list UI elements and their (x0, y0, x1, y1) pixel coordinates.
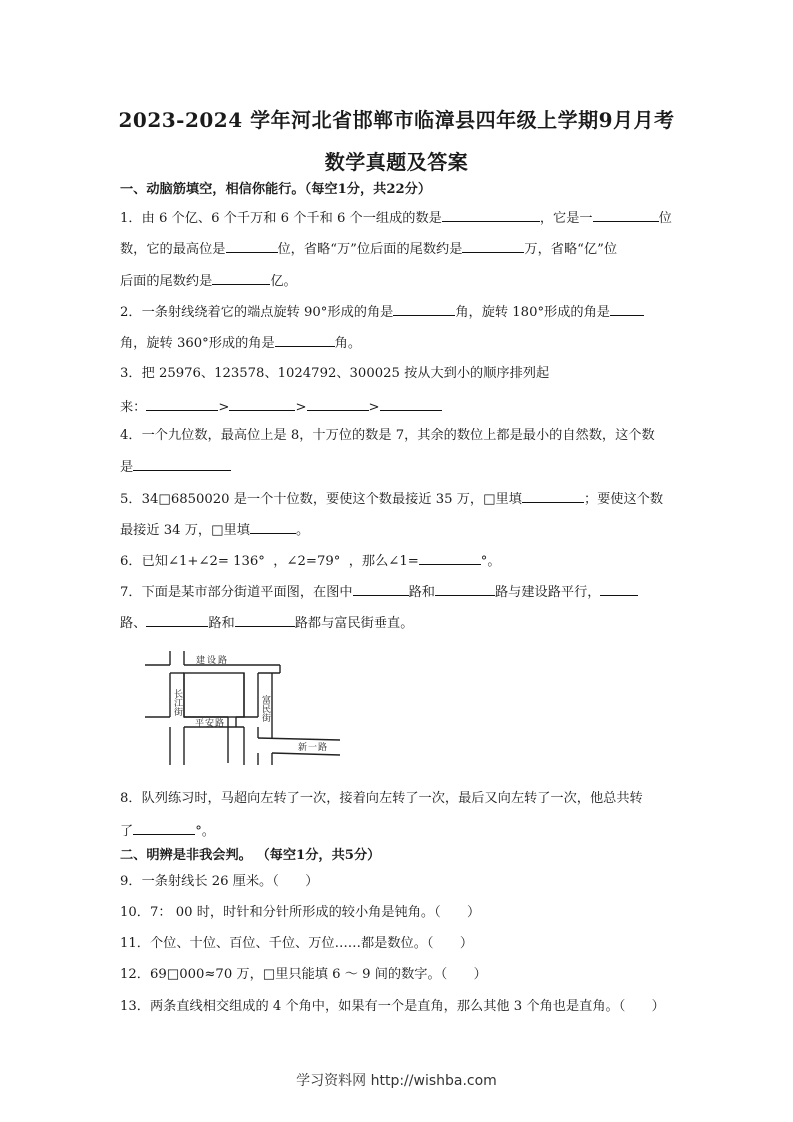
q1-blank-4[interactable] (462, 238, 524, 253)
q1-blank-3[interactable] (226, 238, 278, 253)
q4-line1: 4．一个九位数，最高位上是 8，十万位的数是 7，其余的数位上都是最小的自然数，这个数 (120, 428, 655, 443)
q7-text-b: 路和 (408, 585, 435, 600)
q1-line2 (120, 238, 617, 260)
map-label-jianshe-road: 建设路 (196, 656, 230, 666)
q1-text-e: 位，省略“万”位后面的尾数约是 (277, 242, 463, 257)
q10: 10．7： 00 时，时针和分针所形成的较小角是钝角。（ ） (120, 905, 481, 920)
q3-gt-1: > (218, 400, 230, 415)
q7-blank-1[interactable] (353, 581, 409, 596)
q3-blank-1[interactable] (146, 396, 218, 411)
q7-text-d: 路、 (120, 616, 147, 631)
q7-text-a: 7．下面是某市部分街道平面图，在图中 (120, 585, 353, 600)
q7-text-e: 路和 (208, 616, 235, 631)
q6-text-d: °。 (480, 554, 501, 569)
q8-text-b: 了 (120, 824, 134, 839)
q8-blank-1[interactable] (133, 820, 195, 835)
q1-text-h: 亿。 (270, 274, 297, 289)
q1-text-b: ，它是一 (539, 211, 593, 226)
map-label-xinyi-road: 新一路 (298, 743, 329, 753)
map-label-fumin-street: 富民街 (260, 695, 270, 722)
q1-line3 (120, 270, 297, 292)
q3-gt-3: > (368, 400, 380, 415)
q2-text-d: 角。 (334, 336, 362, 351)
map-label-changjiang-street: 长江街 (172, 689, 182, 716)
q3-line2 (120, 396, 442, 418)
q6-line1 (120, 550, 501, 572)
q1-line1 (120, 207, 672, 229)
q1-blank-5[interactable] (212, 270, 270, 285)
q2-blank-3[interactable] (275, 332, 335, 347)
q5-text-a: 5．34□6850020 是一个十位数，要使这个数最接近 35 万，□里填 (120, 492, 522, 507)
q1-blank-2[interactable] (593, 207, 659, 222)
q1-text-g: 后面的尾数约是 (120, 274, 213, 289)
q2-text-c: 角，旋转 360°形成的角是 (120, 336, 275, 351)
q6-text-a: 6．已知∠1+∠2= 136° (120, 554, 265, 569)
document-title-line2: 数学真题及答案 (324, 150, 469, 174)
q3-gt-2: > (295, 400, 307, 415)
q5-blank-2[interactable] (250, 519, 296, 534)
q1-text-c: 位 (658, 211, 672, 226)
q7-blank-3[interactable] (600, 581, 638, 596)
q7-blank-5[interactable] (235, 612, 295, 627)
q7-text-c: 路与建设路平行， (494, 585, 601, 600)
q6-text-c: ，那么∠1= (348, 554, 419, 569)
q9: 9．一条射线长 26 厘米。（ ） (120, 874, 319, 889)
q7-text-f: 路都与富民街垂直。 (294, 616, 414, 631)
q5-blank-1[interactable] (522, 488, 584, 503)
document-title-line1: 2023-2024 学年河北省邯郸市临漳县四年级上学期9月月考 (118, 108, 675, 132)
q5-text-c: 最接近 34 万，□里填 (120, 523, 250, 538)
street-map-figure (140, 643, 340, 768)
q8-text-c: °。 (195, 824, 215, 839)
q6-text-b: ，∠2=79° (273, 554, 341, 569)
q3-blank-2[interactable] (229, 396, 295, 411)
q1-text-f: 万，省略“亿”位 (524, 242, 618, 257)
q2-line1 (120, 301, 644, 323)
q7-line2 (120, 612, 413, 634)
q4-blank-1[interactable] (133, 456, 231, 471)
q2-text-b: 角，旋转 180°形成的角是 (455, 305, 610, 320)
q2-blank-1[interactable] (393, 301, 455, 316)
q3-text-b: 来： (120, 400, 147, 415)
q8-line2 (120, 820, 215, 842)
q12: 12．69□000≈70 万，□里只能填 6 ～ 9 间的数字。（ ） (120, 967, 487, 982)
q7-blank-4[interactable] (146, 612, 208, 627)
q7-line1 (120, 581, 638, 603)
q11: 11．个位、十位、百位、千位、万位……都是数位。（ ） (120, 936, 474, 951)
q6-blank-1[interactable] (419, 550, 481, 565)
q3-blank-3[interactable] (307, 396, 369, 411)
q3-blank-4[interactable] (380, 396, 442, 411)
q1-text-a: 1．由 6 个亿、6 个千万和 6 个千和 6 个一组成的数是 (120, 211, 442, 226)
q4-line2 (120, 456, 231, 478)
q8-line1: 8．队列练习时，马超向左转了一次，接着向左转了一次，最后又向左转了一次，他总共转 (120, 791, 643, 806)
map-label-pingan-road: 平安路 (195, 719, 226, 729)
q4-text-b: 是 (120, 460, 134, 475)
section2-heading: 二、明辨是非我会判。 （每空1分，共5分） (120, 848, 381, 863)
q3-line1: 3．把 25976、123578、1024792、300025 按从大到小的顺序排列起 (120, 366, 550, 381)
section1-heading: 一、动脑筋填空，相信你能行。（每空1分，共22分） (120, 182, 432, 197)
footer-watermark: 学习资料网 http://wishba.com (296, 1073, 497, 1089)
q5-text-b: ；要使这个数 (583, 492, 664, 507)
q5-line1 (120, 488, 663, 510)
q5-text-d: 。 (295, 523, 310, 538)
q13: 13．两条直线相交组成的 4 个角中，如果有一个是直角，那么其他 3 个角也是直角。（ ） (120, 999, 665, 1014)
q1-text-d: 数，它的最高位是 (120, 242, 226, 257)
q2-line2 (120, 332, 361, 354)
q5-line2 (120, 519, 309, 541)
q1-blank-1[interactable] (442, 207, 540, 222)
q2-blank-2[interactable] (610, 301, 644, 316)
q7-blank-2[interactable] (435, 581, 495, 596)
q2-text-a: 2．一条射线绕着它的端点旋转 90°形成的角是 (120, 305, 394, 320)
